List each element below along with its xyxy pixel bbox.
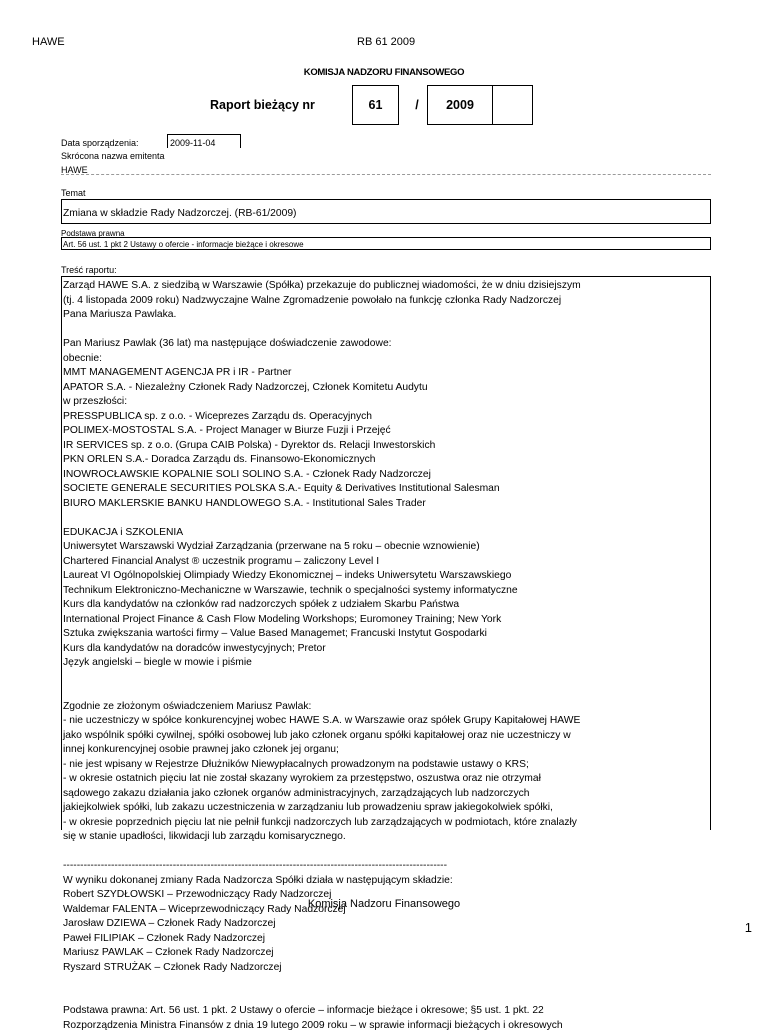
content-blank-line xyxy=(63,511,710,526)
content-line: Pan Mariusz Pawlak (36 lat) ma następujące doświadczenie zawodowe: xyxy=(63,337,710,352)
content-line: (tj. 4 listopada 2009 roku) Nadzwyczajne Walne Zgromadzenie powołało na funkcję członka Rady Nadzorczej xyxy=(63,294,710,309)
content-line: - nie jest wpisany w Rejestrze Dłużników Niewypłacalnych prowadzonym na podstawie ustawy o KRS; xyxy=(63,758,710,773)
report-year-box xyxy=(427,85,493,125)
content-line: Podstawa prawna: Art. 56 ust. 1 pkt. 2 Ustawy o ofercie – informacje bieżące i okresowe; §5 ust. 1 pkt. 22 xyxy=(63,1004,710,1019)
content-blank-line xyxy=(63,323,710,338)
date-value: 2009-11-04 xyxy=(170,138,215,148)
content-line: Kurs dla kandydatów na doradców inwestycyjnych; Pretor xyxy=(63,642,710,657)
page-title: KOMISJA NADZORU FINANSOWEGO xyxy=(0,67,768,78)
issuer-divider xyxy=(61,174,711,175)
report-number-label: Raport bieżący nr xyxy=(210,98,315,112)
date-label: Data sporządzenia: xyxy=(61,138,139,148)
report-extra-box xyxy=(492,85,533,125)
content-line: Zgodnie ze złożonym oświadczeniem Mariusz Pawlak: xyxy=(63,700,710,715)
content-line: - nie uczestniczy w spółce konkurencyjnej wobec HAWE S.A. w Warszawie oraz spółek Grupy Kapitałowej HAWE xyxy=(63,714,710,729)
content-line: W wyniku dokonanej zmiany Rada Nadzorcza Spółki działa w następującym składzie: xyxy=(63,874,710,889)
content-line: EDUKACJA i SZKOLENIA xyxy=(63,526,710,541)
legal-basis-label: Podstawa prawna xyxy=(61,229,125,238)
content-line: Uniwersytet Warszawski Wydział Zarządzania (przerwane na 5 roku – obecnie wznowienie) xyxy=(63,540,710,555)
footer: Komisja Nadzoru Finansowego xyxy=(0,898,768,910)
content-line: Paweł FILIPIAK – Członek Rady Nadzorczej xyxy=(63,932,710,947)
content-label: Treść raportu: xyxy=(61,265,117,275)
content-blank-line xyxy=(63,990,710,1005)
report-number-box xyxy=(352,85,399,125)
content-line: INOWROCŁAWSKIE KOPALNIE SOLI SOLINO S.A. - Członek Rady Nadzorczej xyxy=(63,468,710,483)
header-issuer: HAWE xyxy=(32,36,65,48)
content-line: International Project Finance & Cash Flow Modeling Workshops; Euromoney Training; New York xyxy=(63,613,710,628)
header-report-id: RB 61 2009 xyxy=(357,36,415,48)
content-line: IR SERVICES sp. z o.o. (Grupa CAIB Polska) - Dyrektor ds. Relacji Inwestorskich xyxy=(63,439,710,454)
content-line: BIURO MAKLERSKIE BANKU HANDLOWEGO S.A. - Institutional Sales Trader xyxy=(63,497,710,512)
date-field xyxy=(167,134,241,148)
content-line: się w stanie upadłości, likwidacji lub zarządu komisarycznego. xyxy=(63,830,710,845)
subject-label: Temat xyxy=(61,188,86,198)
content-line: innej konkurencyjnej osobie prawnej jako członek jej organu; xyxy=(63,743,710,758)
content-line: Waldemar FALENTA – Wiceprzewodniczący Rady Nadzorczej xyxy=(63,903,710,918)
content-line: Chartered Financial Analyst ® uczestnik programu – zaliczony Level I xyxy=(63,555,710,570)
content-blank-line xyxy=(63,975,710,990)
legal-basis-box xyxy=(61,237,711,250)
content-line: Jarosław DZIEWA – Członek Rady Nadzorczej xyxy=(63,917,710,932)
content-line: obecnie: xyxy=(63,352,710,367)
content-line: PKN ORLEN S.A.- Doradca Zarządu ds. Finansowo-Ekonomicznych xyxy=(63,453,710,468)
content-line: POLIMEX-MOSTOSTAL S.A. - Project Manager w Biurze Fuzji i Przejęć xyxy=(63,424,710,439)
issuer-label: Skrócona nazwa emitenta xyxy=(61,151,165,161)
content-line: Pana Mariusza Pawlaka. xyxy=(63,308,710,323)
content-line: jako wspólnik spółki cywilnej, spółki osobowej lub jako członek organu spółki kapitałowej oraz nie uczestniczy w xyxy=(63,729,710,744)
content-line: - w okresie ostatnich pięciu lat nie został skazany wyrokiem za przestępstwo, oszustwa oraz nie otrzymał xyxy=(63,772,710,787)
subject-value: Zmiana w składzie Rady Nadzorczej. (RB-61/2009) xyxy=(62,200,710,219)
report-number: 61 xyxy=(353,86,398,124)
content-line: Zarząd HAWE S.A. z siedzibą w Warszawie (Spółka) przekazuje do publicznej wiadomości, że w dniu dzisiejszym xyxy=(63,279,710,294)
report-year: 2009 xyxy=(428,86,492,124)
content-line: Robert SZYDŁOWSKI – Przewodniczący Rady Nadzorczej xyxy=(63,888,710,903)
content-line: - w okresie poprzednich pięciu lat nie pełnił funkcji nadzorczych lub zarządzających w podmiotach, które znalazły xyxy=(63,816,710,831)
subject-box xyxy=(61,199,711,224)
content-line: Sztuka zwiększania wartości firmy – Value Based Managemet; Francuski Instytut Gospodarki xyxy=(63,627,710,642)
content-blank-line xyxy=(63,685,710,700)
report-separator: / xyxy=(407,86,427,124)
content-line: SOCIETE GENERALE SECURITIES POLSKA S.A.- Equity & Derivatives Institutional Salesman xyxy=(63,482,710,497)
content-line: ---------------------------------------------------------------------------------------------------------------- xyxy=(63,859,710,874)
content-line: APATOR S.A. - Niezależny Członek Rady Nadzorczej, Członek Komitetu Audytu xyxy=(63,381,710,396)
content-line: sądowego zakazu działania jako członek organów administracyjnych, zarządzających lub nadzorczych xyxy=(63,787,710,802)
content-line: PRESSPUBLICA sp. z o.o. - Wiceprezes Zarządu ds. Operacyjnych xyxy=(63,410,710,425)
content-line: Ryszard STRUŻAK – Członek Rady Nadzorczej xyxy=(63,961,710,976)
content-blank-line xyxy=(63,845,710,860)
page-number: 1 xyxy=(745,920,752,935)
content-line: Rozporządzenia Ministra Finansów z dnia 19 lutego 2009 roku – w sprawie informacji bieżących i okresowych xyxy=(63,1019,710,1033)
content-line: w przeszłości: xyxy=(63,395,710,410)
content-blank-line xyxy=(63,671,710,686)
legal-basis-value: Art. 56 ust. 1 pkt 2 Ustawy o ofercie - informacje bieżące i okresowe xyxy=(62,238,710,249)
content-line: Język angielski – biegle w mowie i piśmie xyxy=(63,656,710,671)
content-line: Technikum Elektroniczno-Mechaniczne w Warszawie, technik o specjalności systemy informatyczne xyxy=(63,584,710,599)
issuer-value: HAWE xyxy=(61,165,88,175)
report-content xyxy=(61,276,711,830)
content-line: jakiejkolwiek spółki, lub zakazu uczestniczenia w zarządzaniu lub prowadzeniu spraw jakiegokolwiek spółki, xyxy=(63,801,710,816)
content-line: Kurs dla kandydatów na członków rad nadzorczych spółek z udziałem Skarbu Państwa xyxy=(63,598,710,613)
content-line: Laureat VI Ogólnopolskiej Olimpiady Wiedzy Ekonomicznej – indeks Uniwersytetu Warszawskiego xyxy=(63,569,710,584)
content-line: MMT MANAGEMENT AGENCJA PR i IR - Partner xyxy=(63,366,710,381)
content-line: Mariusz PAWLAK – Członek Rady Nadzorczej xyxy=(63,946,710,961)
